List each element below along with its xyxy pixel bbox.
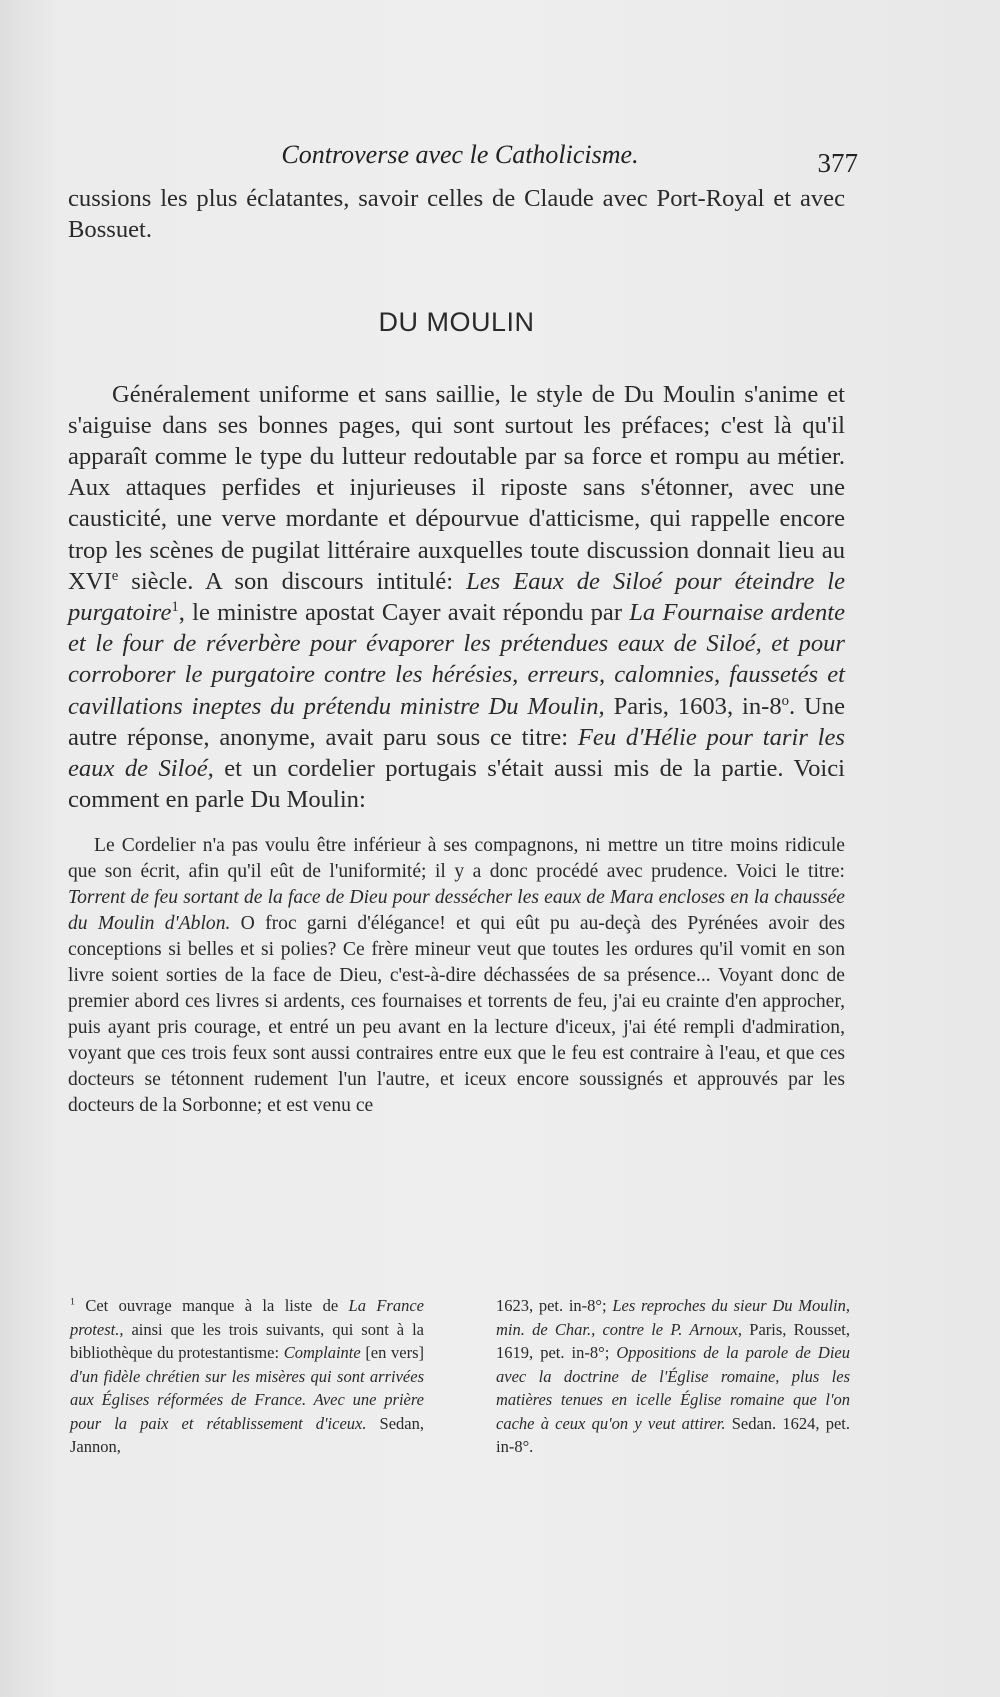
footnote-italic: d'un fidèle chrétien sur les misères qui sont arrivées aux Églises réformées de France. Avec une prière pour la paix et rétablissement d'iceux. — [70, 1366, 424, 1433]
footnote-ref: 1 — [171, 598, 179, 615]
footnote-text: Paris, Rousset, 1619, pet. in-8°; — [496, 1319, 850, 1362]
footnote-text: Sedan. 1624, pet. in-8°. — [496, 1413, 850, 1456]
quote-text-b: O froc garni d'élégance! et qui eût pu au-deçà des Pyrénées avoir des conceptions si belles et si polies? Ce frère mineur veut que toutes les ordures qu'il vomit en son livre soient sorties de la face de Dieu, c'est-à-dire déchassées de sa présence... Voyant donc de premier abord ces livres si ardents, ces fournaises et torrents de feu, j'ai eu crainte d'en approcher, puis ayant pris courage, et entré un peu avant en la lecture d'iceux, j'ai été rempli d'admiration, voyant que ces trois feux sont aussi contraires entre eux que le feu est contraire à l'eau, et que ces docteurs se tétonnent rudement l'un l'autre, et iceux encore soussignés et approuvés par les docteurs de la Sorbonne; et est venu ce — [68, 913, 845, 1117]
quote-text-a: Le Cordelier n'a pas voulu être inférieur à ses compagnons, ni mettre un titre moins ridicule que son écrit, afin qu'il eût de l'uniformité; il y a donc procédé avec prudence. Voici le titre: — [68, 835, 845, 883]
footnote-italic: La France protest., — [70, 1296, 424, 1339]
block-quote — [68, 833, 845, 1119]
footnote-italic: Complainte — [283, 1343, 361, 1362]
p1-superscript: e — [111, 567, 119, 584]
footnote-italic: Oppositions de la parole de Dieu avec la doctrine de l'Église romaine, plus les matières tenues en icelle Église romaine que l'on cache à ceux qu'on y veut attirer. — [496, 1343, 850, 1433]
intro-paragraph: cussions les plus éclatantes, savoir celles de Claude avec Port-Royal et avec Bossuet. — [68, 185, 845, 244]
p1-text-d: Paris, 1603, in-8 — [604, 692, 782, 720]
footnotes — [70, 1294, 850, 1459]
work-title-feu-d-helie: Feu d'Hélie pour tarir les eaux de Siloé, — [68, 723, 845, 783]
page-number: 377 — [817, 148, 858, 178]
footnote-text: [en vers] — [360, 1343, 424, 1362]
paragraph-1 — [68, 379, 845, 816]
footnote-left-text — [70, 1294, 424, 1459]
section-title: DU MOULIN — [378, 307, 535, 338]
footnote-text: 1623, pet. in-8°; — [496, 1296, 613, 1315]
footnote-text: ainsi que les trois suivants, qui sont à la bibliothèque du protestantisme: — [70, 1319, 424, 1362]
footnote-italic: Les reproches du sieur Du Moulin, min. de Char., contre le P. Arnoux, — [496, 1296, 851, 1339]
main-text — [68, 183, 845, 1119]
running-head: Controverse avec le Catholicisme. — [281, 140, 639, 169]
footnote-marker: 1 — [70, 1296, 75, 1308]
footnote-text: Cet ouvrage manque à la liste de — [74, 1296, 349, 1315]
p1-text-e: . Une autre réponse, anonyme, avait paru sous ce titre: — [68, 692, 846, 751]
work-title-eaux-de-siloe: Les Eaux de Siloé pour éteindre le purgatoire — [68, 567, 845, 627]
p1-text-f: et un cordelier portugais s'était aussi mis de la partie. Voici comment en parle Du Moulin: — [68, 755, 845, 814]
p1-text-a: Généralement uniforme et sans saillie, le style de Du Moulin s'anime et s'aiguise dans ses bonnes pages, qui sont surtout les préfaces; c'est là qu'il apparaît comme le type du lutteur redoutable par sa force et rompu au métier. Aux attaques perfides et injurieuses il riposte sans s'étonner, avec une causticité, une verve mordante et dépourvue d'atticisme, qui rappelle encore trop les scènes de pugilat littéraire auxquelles toute discussion donnait lieu au XVI — [68, 380, 845, 595]
p1-text-b: siècle. A son discours intitulé: — [118, 567, 467, 595]
footnote-right-text — [496, 1294, 850, 1459]
footnote-text: Sedan, Jannon, — [70, 1413, 424, 1456]
footnote-left-column — [70, 1294, 424, 1459]
work-title-fournaise-ardente: La Fournaise ardente et le four de réverbère pour évaporer les prétendues eaux de Siloé, et pour corroborer le purgatoire contre les hérésies, erreurs, calomnies, faussetés et cavillations ineptes du prétendu ministre Du Moulin, — [68, 599, 845, 720]
p1-degree: o — [781, 692, 789, 709]
quote-work-title: Torrent de feu sortant de la face de Dieu pour dessécher les eaux de Mara encloses en la chaussée du Moulin d'Ablon. — [68, 887, 845, 935]
page-header — [70, 140, 858, 180]
p1-text-c: , le ministre apostat Cayer avait répondu par — [178, 599, 630, 627]
quote-paragraph — [68, 833, 845, 1119]
footnote-right-column — [496, 1294, 850, 1459]
